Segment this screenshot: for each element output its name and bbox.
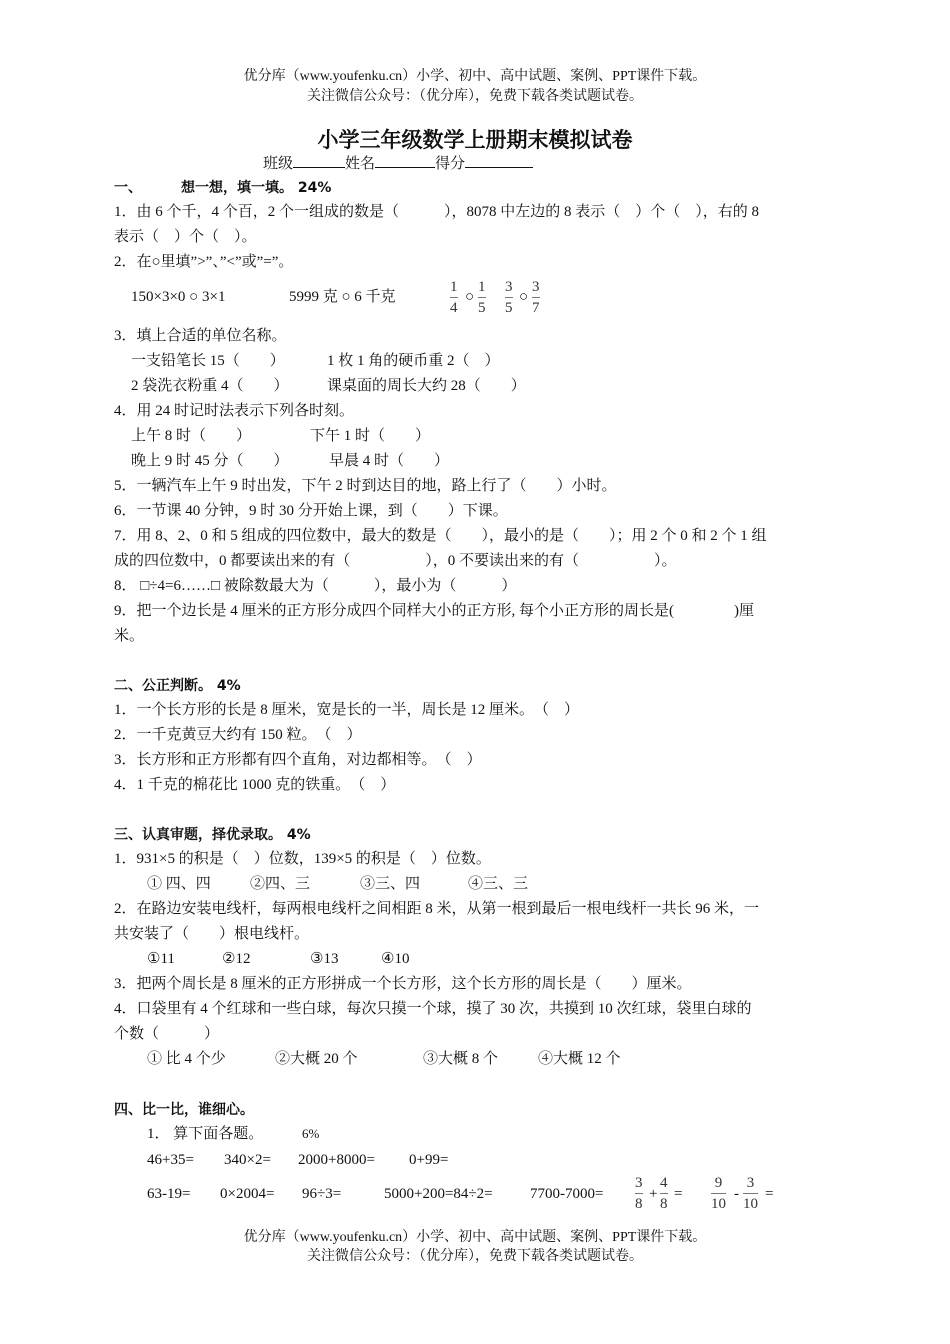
sec3-q4-line1: 4．口袋里有 4 个红球和一些白球，每次只摸一个球，摸了 30 次，共摸到 10 次红球，袋里白球的 (114, 1001, 752, 1017)
sec1-q2-item-a: 150×3×0 ○ 3×1 (131, 289, 226, 305)
fraction-3-7 (532, 278, 540, 317)
calc-1-3: 2000+8000= (298, 1152, 375, 1168)
header-line-1: 优分库（www.youfenku.cn）小学、初中、高中试题、案例、PPT课件下载。 (243, 69, 707, 84)
sec1-q2: 2．在○里填”>”、”<”或”=”。 (114, 254, 294, 270)
sec1-q5: 5．一辆汽车上午 9 时出发，下午 2 时到达目的地，路上行了（ ）小时。 (114, 478, 617, 494)
sec3-q2-line1: 2．在路边安装电线杆，每两根电线杆之间相距 8 米，从第一根到最后一根电线杆一共长 96 米，一 (114, 901, 760, 917)
sec3-q4-option-4[interactable]: ④大概 12 个 (538, 1051, 621, 1067)
score-blank[interactable] (465, 152, 533, 168)
sec3-q1-option-2[interactable]: ②四、三 (250, 876, 311, 892)
sec1-q3-item-c: 2 袋洗衣粉重 4（ ） (131, 378, 289, 394)
sec3-q2-option-2[interactable]: ②12 (222, 951, 251, 967)
numerator: 4 (660, 1175, 668, 1191)
calc-2-3: 96÷3= (302, 1186, 342, 1202)
sec1-q3-item-d: 课桌面的周长大约 28（ ） (327, 378, 526, 394)
fraction-1-5 (478, 278, 486, 317)
sec2-q3: 3．长方形和正方形都有四个直角，对边都相等。 （ ） (114, 752, 482, 768)
sec1-q1-line2: 表示（ ）个（ ）。 (114, 229, 257, 245)
denominator: 5 (478, 300, 486, 316)
denominator: 10 (711, 1196, 726, 1212)
sec3-q3: 3．把两个周长是 8 厘米的正方形拼成一个长方形，这个长方形的周长是（ ）厘米。 (114, 976, 692, 992)
sec3-q2-option-1[interactable]: ①11 (147, 951, 175, 967)
sec3-q4-option-1[interactable]: ① 比 4 个少 (147, 1051, 226, 1067)
sec3-q2-line2: 共安装了（ ）根电线杆。 (114, 926, 310, 942)
sec4-title: 四、比一比，谁细心。 (114, 1102, 254, 1118)
calc-2-5: 7700-7000= (530, 1186, 604, 1202)
sec2-q4: 4．1 千克的棉花比 1000 克的铁重。 （ ） (114, 777, 396, 793)
sec1-q6: 6．一节课 40 分钟，9 时 30 分开始上课，到（ ）下课。 (114, 503, 508, 519)
fraction-3-8 (635, 1174, 643, 1213)
name-blank[interactable] (375, 152, 435, 168)
sec3-q2-option-4[interactable]: ④10 (381, 951, 410, 967)
calc-2-4: 5000+200=84÷2= (384, 1186, 493, 1202)
header-line-2: 关注微信公众号：（优分库），免费下载各类试题试卷。 (307, 89, 643, 104)
sec1-q9-line2: 米。 (114, 628, 145, 644)
sec1-title: 想一想，填一填。 24% (181, 180, 332, 196)
sec2-title: 二、公正判断。 4% (114, 678, 241, 694)
sec1-q7-line1: 7．用 8、2、0 和 5 组成的四位数中，最大的数是（ ），最小的是（ ）；用 2 个 0 和 2 个 1 组 (114, 528, 767, 544)
class-blank[interactable] (293, 152, 345, 168)
sec1-number: 一、 (114, 180, 142, 196)
sec3-q1-option-4[interactable]: ④三、三 (468, 876, 529, 892)
denominator: 4 (450, 300, 458, 316)
calc-1-4: 0+99= (409, 1152, 449, 1168)
denominator: 5 (505, 300, 513, 316)
page-title: 小学三年级数学上册期末模拟试卷 (317, 128, 633, 152)
equals-sign: = (674, 1186, 683, 1202)
numerator: 3 (746, 1175, 755, 1191)
denominator: 7 (532, 300, 540, 316)
denominator: 8 (660, 1196, 668, 1212)
denominator: 8 (635, 1196, 643, 1212)
numerator: 1 (478, 279, 486, 295)
minus-sign: - (734, 1186, 739, 1202)
fraction-1-4 (450, 278, 458, 317)
fraction-3-5 (505, 278, 513, 317)
numerator: 3 (532, 279, 540, 295)
sec1-q3-item-b: 1 枚 1 角的硬币重 2（ ） (327, 353, 500, 369)
calc-2-2: 0×2004= (220, 1186, 275, 1202)
numerator: 1 (450, 279, 458, 295)
sec1-q4-item-b: 下午 1 时（ ） (310, 428, 431, 444)
fraction-4-8 (660, 1174, 668, 1213)
info-line (263, 152, 533, 174)
numerator: 3 (635, 1175, 643, 1191)
sec3-title: 三、认真审题，择优录取。 4% (114, 827, 311, 843)
calc-2-1: 63-19= (147, 1186, 191, 1202)
score-label: 得分 (435, 156, 466, 172)
name-label: 姓名 (345, 156, 376, 172)
compare-circle-1[interactable]: ○ (465, 289, 475, 305)
sec3-q4-line2: 个数（ ） (114, 1026, 220, 1042)
numerator: 9 (714, 1175, 723, 1191)
sec1-q4-item-d: 早晨 4 时（ ） (329, 453, 450, 469)
footer-line-2: 关注微信公众号：（优分库），免费下载各类试题试卷。 (307, 1249, 643, 1264)
fraction-9-10 (711, 1174, 726, 1213)
sec3-q1-option-1[interactable]: ① 四、四 (147, 876, 211, 892)
sec1-q1-line1: 1．由 6 个千，4 个百，2 个一组成的数是（ ），8078 中左边的 8 表示（ ）个（ ），右的 8 (114, 204, 760, 220)
sec2-q2: 2．一千克黄豆大约有 150 粒。 （ ） (114, 727, 362, 743)
sec1-q9-line1: 9．把一个边长是 4 厘米的正方形分成四个同样大小的正方形, 每个小正方形的周长是( )厘 (114, 603, 754, 619)
sec1-q4-item-a: 上午 8 时（ ） (131, 428, 252, 444)
sec3-q2-option-3[interactable]: ③13 (310, 951, 339, 967)
calc-1-2: 340×2= (224, 1152, 271, 1168)
sec1-q4: 4．用 24 时记时法表示下列各时刻。 (114, 403, 355, 419)
sec1-q2-item-b: 5999 克 ○ 6 千克 (289, 289, 396, 305)
sec4-subtitle: 1． 算下面各题。 (147, 1126, 264, 1142)
sec3-q4-option-2[interactable]: ②大概 20 个 (275, 1051, 358, 1067)
sec1-q4-item-c: 晚上 9 时 45 分（ ） (131, 453, 289, 469)
sec1-q8: 8． □÷4=6……□ 被除数最大为（ ），最小为（ ） (114, 578, 517, 594)
numerator: 3 (505, 279, 513, 295)
equals-sign: = (765, 1186, 774, 1202)
footer-line-1: 优分库（www.youfenku.cn）小学、初中、高中试题、案例、PPT课件下载。 (243, 1230, 707, 1245)
class-label: 班级 (263, 156, 294, 172)
sec4-subtitle-percent: 6% (302, 1126, 320, 1141)
sec3-q4-option-3[interactable]: ③大概 8 个 (423, 1051, 499, 1067)
sec3-q1-option-3[interactable]: ③三、四 (360, 876, 421, 892)
fraction-3-10 (743, 1174, 758, 1213)
plus-sign: + (649, 1186, 658, 1202)
sec1-q3: 3．填上合适的单位名称。 (114, 328, 287, 344)
calc-1-1: 46+35= (147, 1152, 194, 1168)
sec2-q1: 1．一个长方形的长是 8 厘米，宽是长的一半，周长是 12 厘米。 （ ） (114, 702, 580, 718)
denominator: 10 (743, 1196, 758, 1212)
sec3-q1: 1．931×5 的积是（ ）位数，139×5 的积是（ ）位数。 (114, 851, 491, 867)
sec1-q7-line2: 成的四位数中，0 都要读出来的有（ ），0 不要读出来的有（ ）。 (114, 553, 677, 569)
sec1-q3-item-a: 一支铅笔长 15（ ） (131, 353, 285, 369)
compare-circle-2[interactable]: ○ (519, 289, 529, 305)
